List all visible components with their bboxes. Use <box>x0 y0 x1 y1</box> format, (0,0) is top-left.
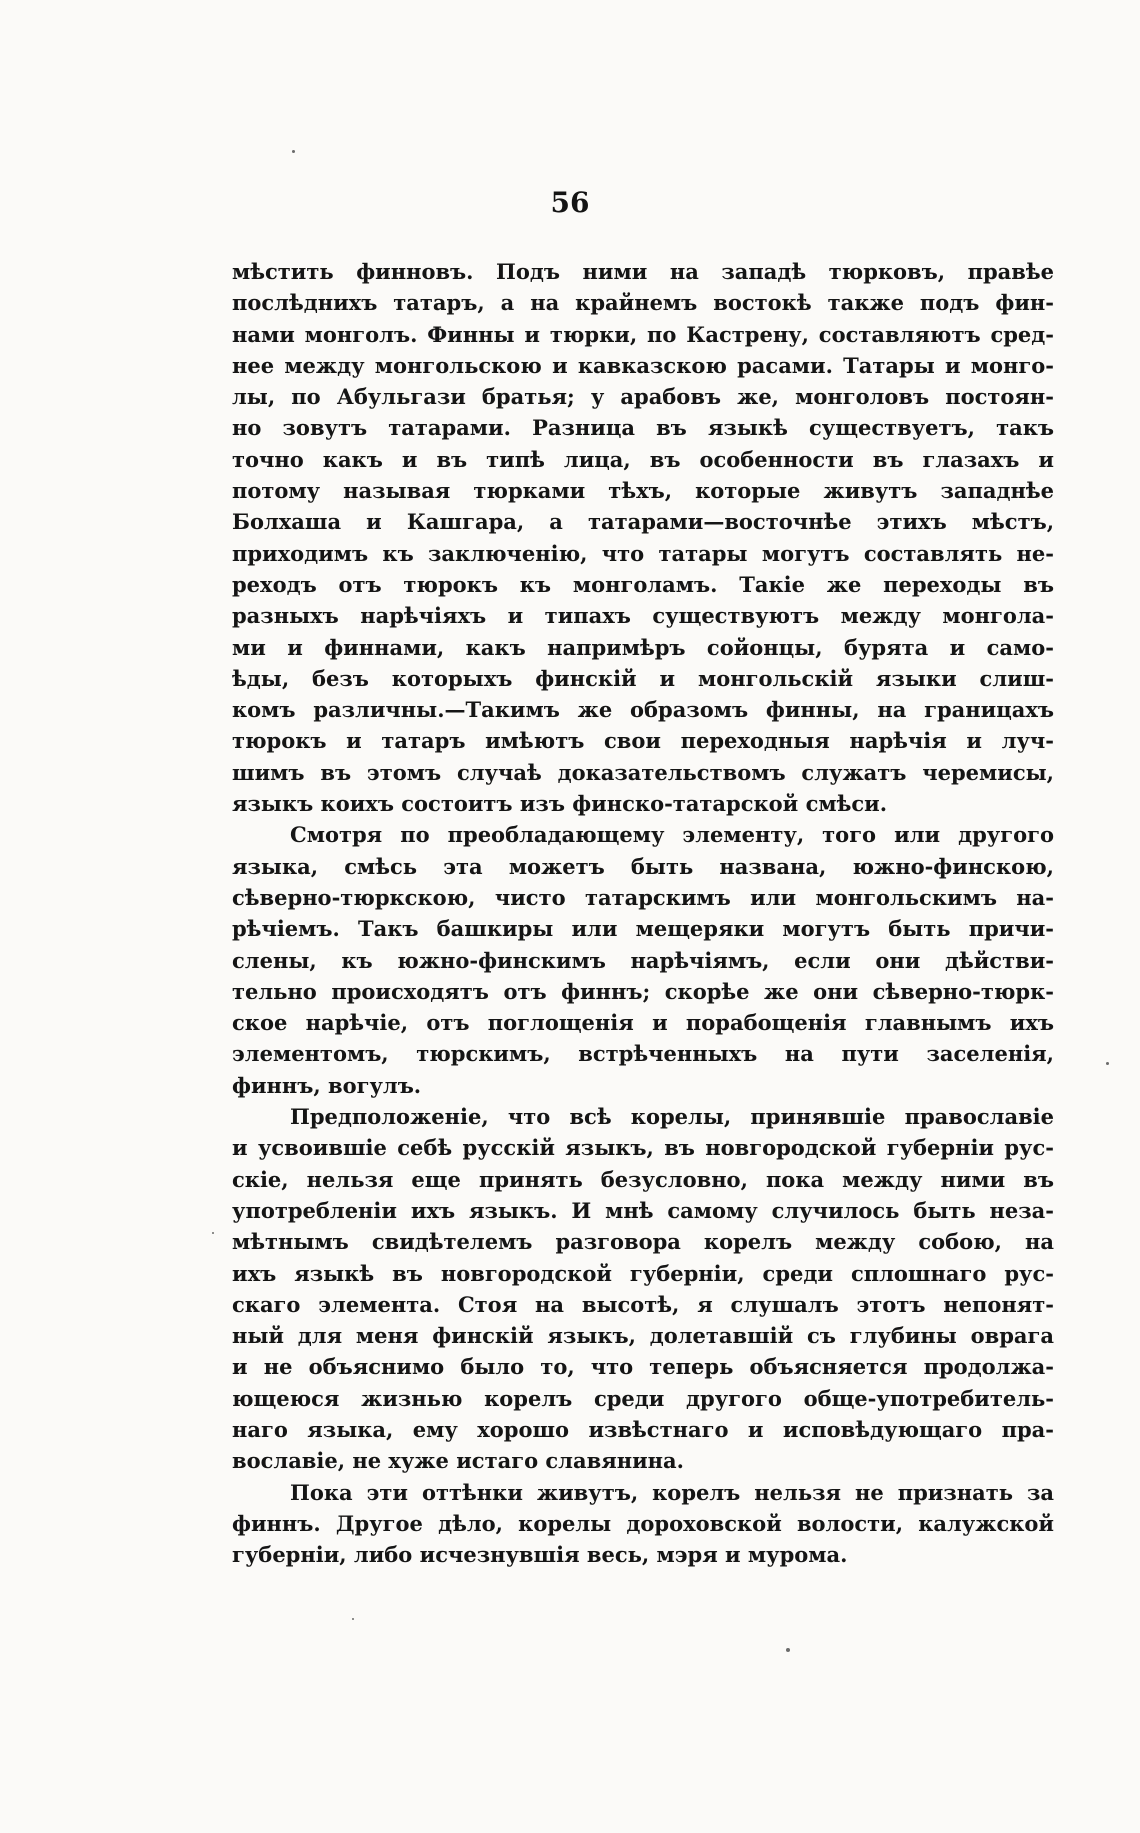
text-line: элементомъ, тюрскимъ, встрѣченныхъ на пути заселенія, <box>232 1041 1054 1067</box>
text-line: губерніи, либо исчезнувшія весь, мэря и мурома. <box>232 1542 848 1568</box>
text-line: мѣстить финновъ. Подъ ними на западѣ тюрковъ, правѣе <box>232 259 1054 284</box>
paragraph <box>232 819 1054 1101</box>
text-line: ный для меня финскій языкъ, долетавшій съ глубины оврага <box>232 1323 1054 1349</box>
text-line: скаго элемента. Стоя на высотѣ, я слушалъ этотъ непонят- <box>232 1291 1054 1317</box>
text-line: Болхаша и Кашгара, а татарами—восточнѣе этихъ мѣстъ, <box>232 509 1054 535</box>
body-text <box>232 256 1054 1570</box>
paragraph <box>232 1477 1054 1571</box>
text-line: тюрокъ и татаръ имѣютъ свои переходныя нарѣчія и луч- <box>232 728 1054 754</box>
text-line: нее между монгольскою и кавказскою расами. Татары и монго- <box>232 352 1054 378</box>
text-line: Пока эти оттѣнки живутъ, корелъ нельзя не признать за <box>290 1479 1054 1505</box>
page-number: 56 <box>550 186 590 219</box>
text-line: тельно происходятъ отъ финнъ; скорѣе же они сѣверно-тюрк- <box>232 978 1054 1004</box>
text-line: нами монголъ. Финны и тюрки, по Кастрену, составляютъ сред- <box>232 321 1054 347</box>
text-line: Смотря по преобладающему элементу, того или другого <box>290 822 1054 848</box>
text-line: комъ различны.—Такимъ же образомъ финны, на границахъ <box>232 697 1054 723</box>
text-line: употребленіи ихъ языкъ. И мнѣ самому случилось быть неза- <box>232 1197 1054 1223</box>
text-line: точно какъ и въ типѣ лица, въ особенности въ глазахъ и <box>232 446 1054 472</box>
text-line: шимъ въ этомъ случаѣ доказательствомъ служатъ черемисы, <box>232 759 1054 785</box>
text-line: потому называя тюрками тѣхъ, которые живутъ западнѣе <box>232 478 1054 504</box>
text-line: слены, къ южно-финскимъ нарѣчіямъ, если они дѣйстви- <box>232 947 1054 973</box>
text-line: языкъ коихъ состоитъ изъ финско-татарской смѣси. <box>232 791 888 817</box>
text-line: приходимъ къ заключенію, что татары могутъ составлять не- <box>232 540 1054 566</box>
scan-speck <box>352 1618 354 1620</box>
text-line: наго языка, ему хорошо извѣстнаго и исповѣдующаго пра- <box>232 1416 1054 1442</box>
text-line: но зовутъ татарами. Разница въ языкѣ существуетъ, такъ <box>232 415 1054 441</box>
text-line: ющеюся жизнью корелъ среди другого обще-употребитель- <box>232 1385 1054 1411</box>
text-line: ихъ языкѣ въ новгородской губерніи, среди сплошнаго рус- <box>232 1260 1054 1286</box>
scan-speck <box>1106 1062 1109 1065</box>
text-line: финнъ. Другое дѣло, корелы дороховской волости, калужской <box>232 1510 1054 1536</box>
scan-speck <box>786 1648 790 1652</box>
text-line: рѣчіемъ. Такъ башкиры или мещеряки могутъ быть причи- <box>232 916 1054 942</box>
text-line: послѣднихъ татаръ, а на крайнемъ востокѣ также подъ фин- <box>232 290 1054 316</box>
text-line: реходъ отъ тюрокъ къ монголамъ. Такіе же переходы въ <box>232 571 1054 597</box>
scan-speck <box>212 1232 214 1234</box>
text-line: сѣверно-тюркскою, чисто татарскимъ или монгольскимъ на- <box>232 884 1054 910</box>
scan-speck <box>292 150 295 153</box>
text-line: и усвоившіе себѣ русскій языкъ, въ новгородской губерніи рус- <box>232 1135 1054 1161</box>
text-line: языка, смѣсь эта можетъ быть названа, южно-финскою, <box>232 853 1054 879</box>
text-line: ми и финнами, какъ напримѣръ сойонцы, бурята и само- <box>232 634 1054 660</box>
text-line: финнъ, вогулъ. <box>232 1072 422 1098</box>
text-line: скіе, нельзя еще принять безусловно, пока между ними въ <box>232 1166 1054 1192</box>
text-line: ѣды, безъ которыхъ финскій и монгольскій языки слиш- <box>232 665 1054 691</box>
text-line: мѣтнымъ свидѣтелемъ разговора корелъ между собою, на <box>232 1229 1054 1255</box>
text-line: и не объяснимо было то, что теперь объясняется продолжа- <box>232 1354 1054 1380</box>
text-line: ское нарѣчіе, отъ поглощенія и порабощенія главнымъ ихъ <box>232 1010 1054 1036</box>
paragraph <box>232 256 1054 819</box>
text-line: разныхъ нарѣчіяхъ и типахъ существуютъ между монгола- <box>232 603 1054 629</box>
text-line: Предположеніе, что всѣ корелы, принявшіе православіе <box>290 1104 1054 1130</box>
text-line: лы, по Абульгази братья; у арабовъ же, монголовъ постоян- <box>232 384 1054 410</box>
text-line: вославіе, не хуже истаго славянина. <box>232 1448 684 1474</box>
paragraph <box>232 1101 1054 1477</box>
